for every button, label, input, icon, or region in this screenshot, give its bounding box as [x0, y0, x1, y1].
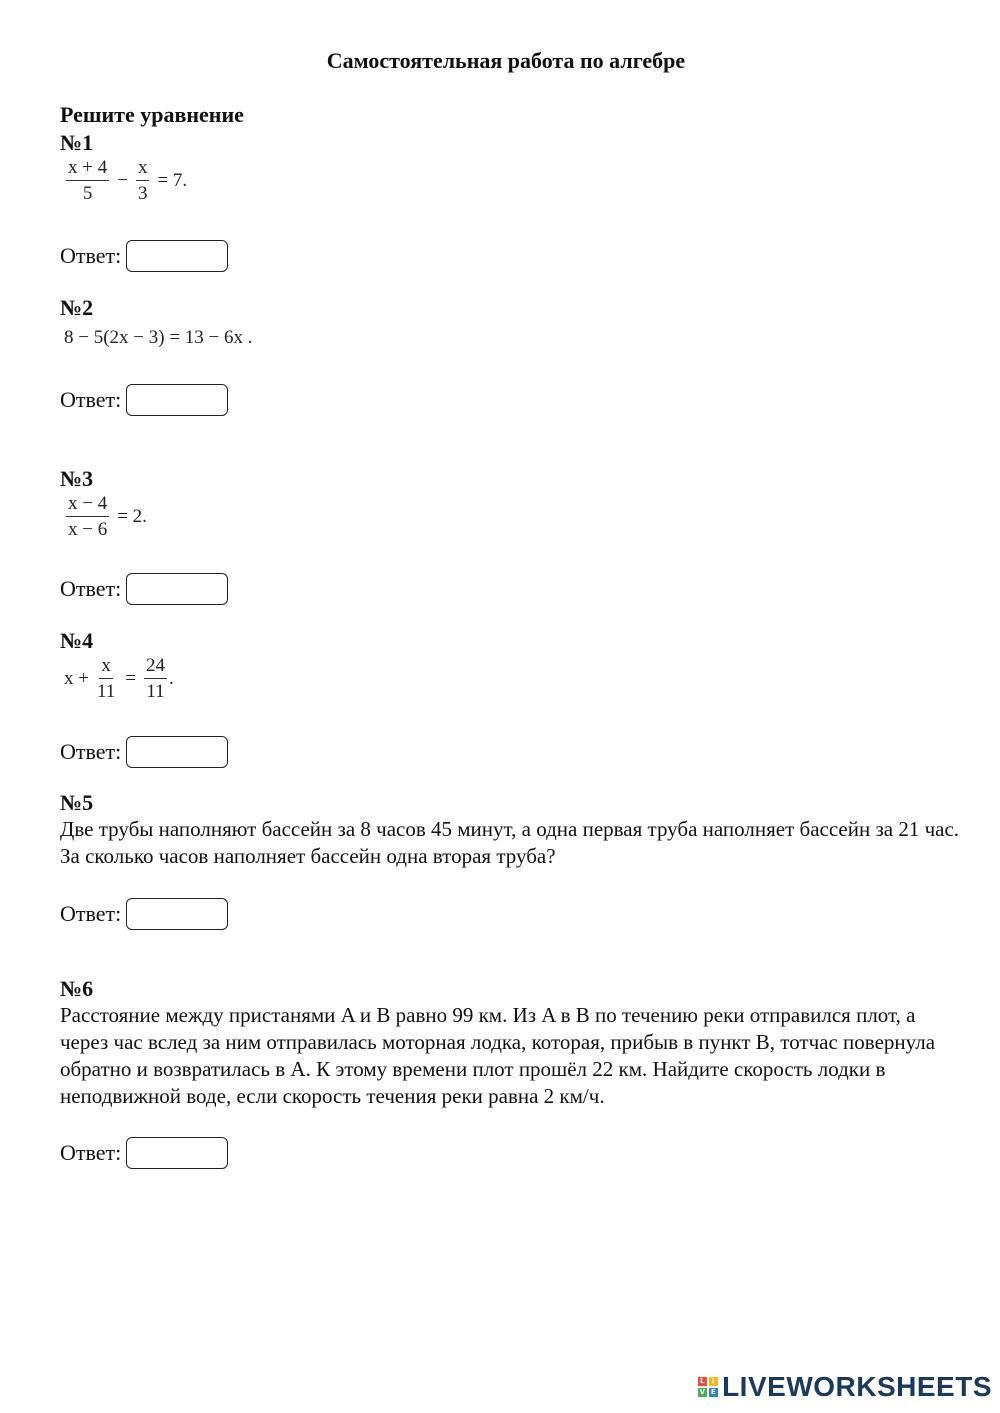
answer-label: Ответ:: [60, 576, 122, 601]
task-4-answer-row: [60, 736, 228, 768]
numerator: 24: [144, 656, 167, 679]
numerator: x + 4: [66, 158, 109, 181]
denominator: 5: [82, 183, 93, 204]
equation-rhs: = 7.: [157, 169, 188, 191]
task-4-equation: [64, 656, 174, 701]
numerator: x − 4: [66, 494, 109, 517]
answer-label: Ответ:: [60, 387, 122, 412]
worksheet-title: Самостоятельная работа по алгебре: [326, 48, 686, 73]
task-5-answer-row: [60, 898, 228, 930]
task-5-number: №5: [60, 790, 94, 815]
fraction: [66, 494, 109, 539]
logo-cell: V: [699, 1388, 706, 1396]
denominator: 11: [96, 681, 116, 702]
task-2-equation: 8 − 5(2x − 3) = 13 − 6x .: [64, 327, 253, 348]
equation-end: .: [168, 667, 174, 689]
task-2-answer-input[interactable]: [126, 384, 228, 416]
numerator: x: [99, 656, 113, 679]
operator: =: [125, 667, 136, 689]
numerator: x: [136, 158, 150, 181]
equation-rhs: = 2.: [117, 505, 147, 527]
fraction: [66, 158, 109, 203]
task-6-text: Расстояние между пристанями A и B равно 99 км. Из A в B по течению реки отправился плот, а через час вслед за ним отправилась моторная лодка, которая, прибыв в пункт B, тотчас повернула обратно и возвратилась в A. К этому времени плот прошёл 22 км. Найдите скорость лодки в неподвижной воде, если скорость течения реки равна 2 км/ч.: [60, 1003, 936, 1108]
task-3-equation: [64, 494, 153, 539]
answer-label: Ответ:: [60, 901, 122, 926]
answer-label: Ответ:: [60, 243, 122, 268]
task-6-number: №6: [60, 976, 94, 1001]
task-5-text: Две трубы наполняют бассейн за 8 часов 45 минут, а одна первая труба наполняет бассейн за 21 час. За сколько часов наполняет бассейн одна вторая труба?: [60, 817, 960, 868]
task-3-answer-row: [60, 573, 228, 605]
answer-label: Ответ:: [60, 1140, 122, 1165]
task-4-answer-input[interactable]: [126, 736, 228, 768]
equation-lhs: x +: [64, 667, 89, 689]
fraction: [95, 656, 117, 701]
task-3-answer-input[interactable]: [126, 573, 228, 605]
logo-cell: L: [698, 1377, 707, 1386]
task-2-number: №2: [60, 295, 94, 320]
task-6-answer-row: [60, 1137, 228, 1169]
logo-cell: I: [709, 1377, 718, 1386]
task-3-number: №3: [60, 466, 94, 491]
task-1-number: №1: [60, 130, 94, 155]
task-2-answer-row: [60, 384, 228, 416]
denominator: 11: [146, 681, 165, 702]
task-1-answer-row: [60, 240, 228, 272]
brand-name: LIVEWORKSHEETS: [722, 1371, 992, 1402]
denominator: 3: [137, 183, 148, 204]
liveworksheets-logo: [698, 1371, 992, 1403]
operator: −: [117, 169, 128, 191]
answer-label: Ответ:: [60, 739, 122, 764]
task-6-answer-input[interactable]: [126, 1137, 228, 1169]
task-1-answer-input[interactable]: [126, 240, 228, 272]
logo-icon: [698, 1377, 718, 1397]
fraction: [144, 656, 167, 701]
logo-cell: E: [710, 1388, 717, 1396]
task-1-equation: [64, 158, 193, 203]
instruction-heading: Решите уравнение: [60, 102, 244, 127]
denominator: x − 6: [68, 519, 108, 540]
task-5-answer-input[interactable]: [126, 898, 228, 930]
task-4-number: №4: [60, 628, 94, 653]
fraction: [136, 158, 150, 203]
